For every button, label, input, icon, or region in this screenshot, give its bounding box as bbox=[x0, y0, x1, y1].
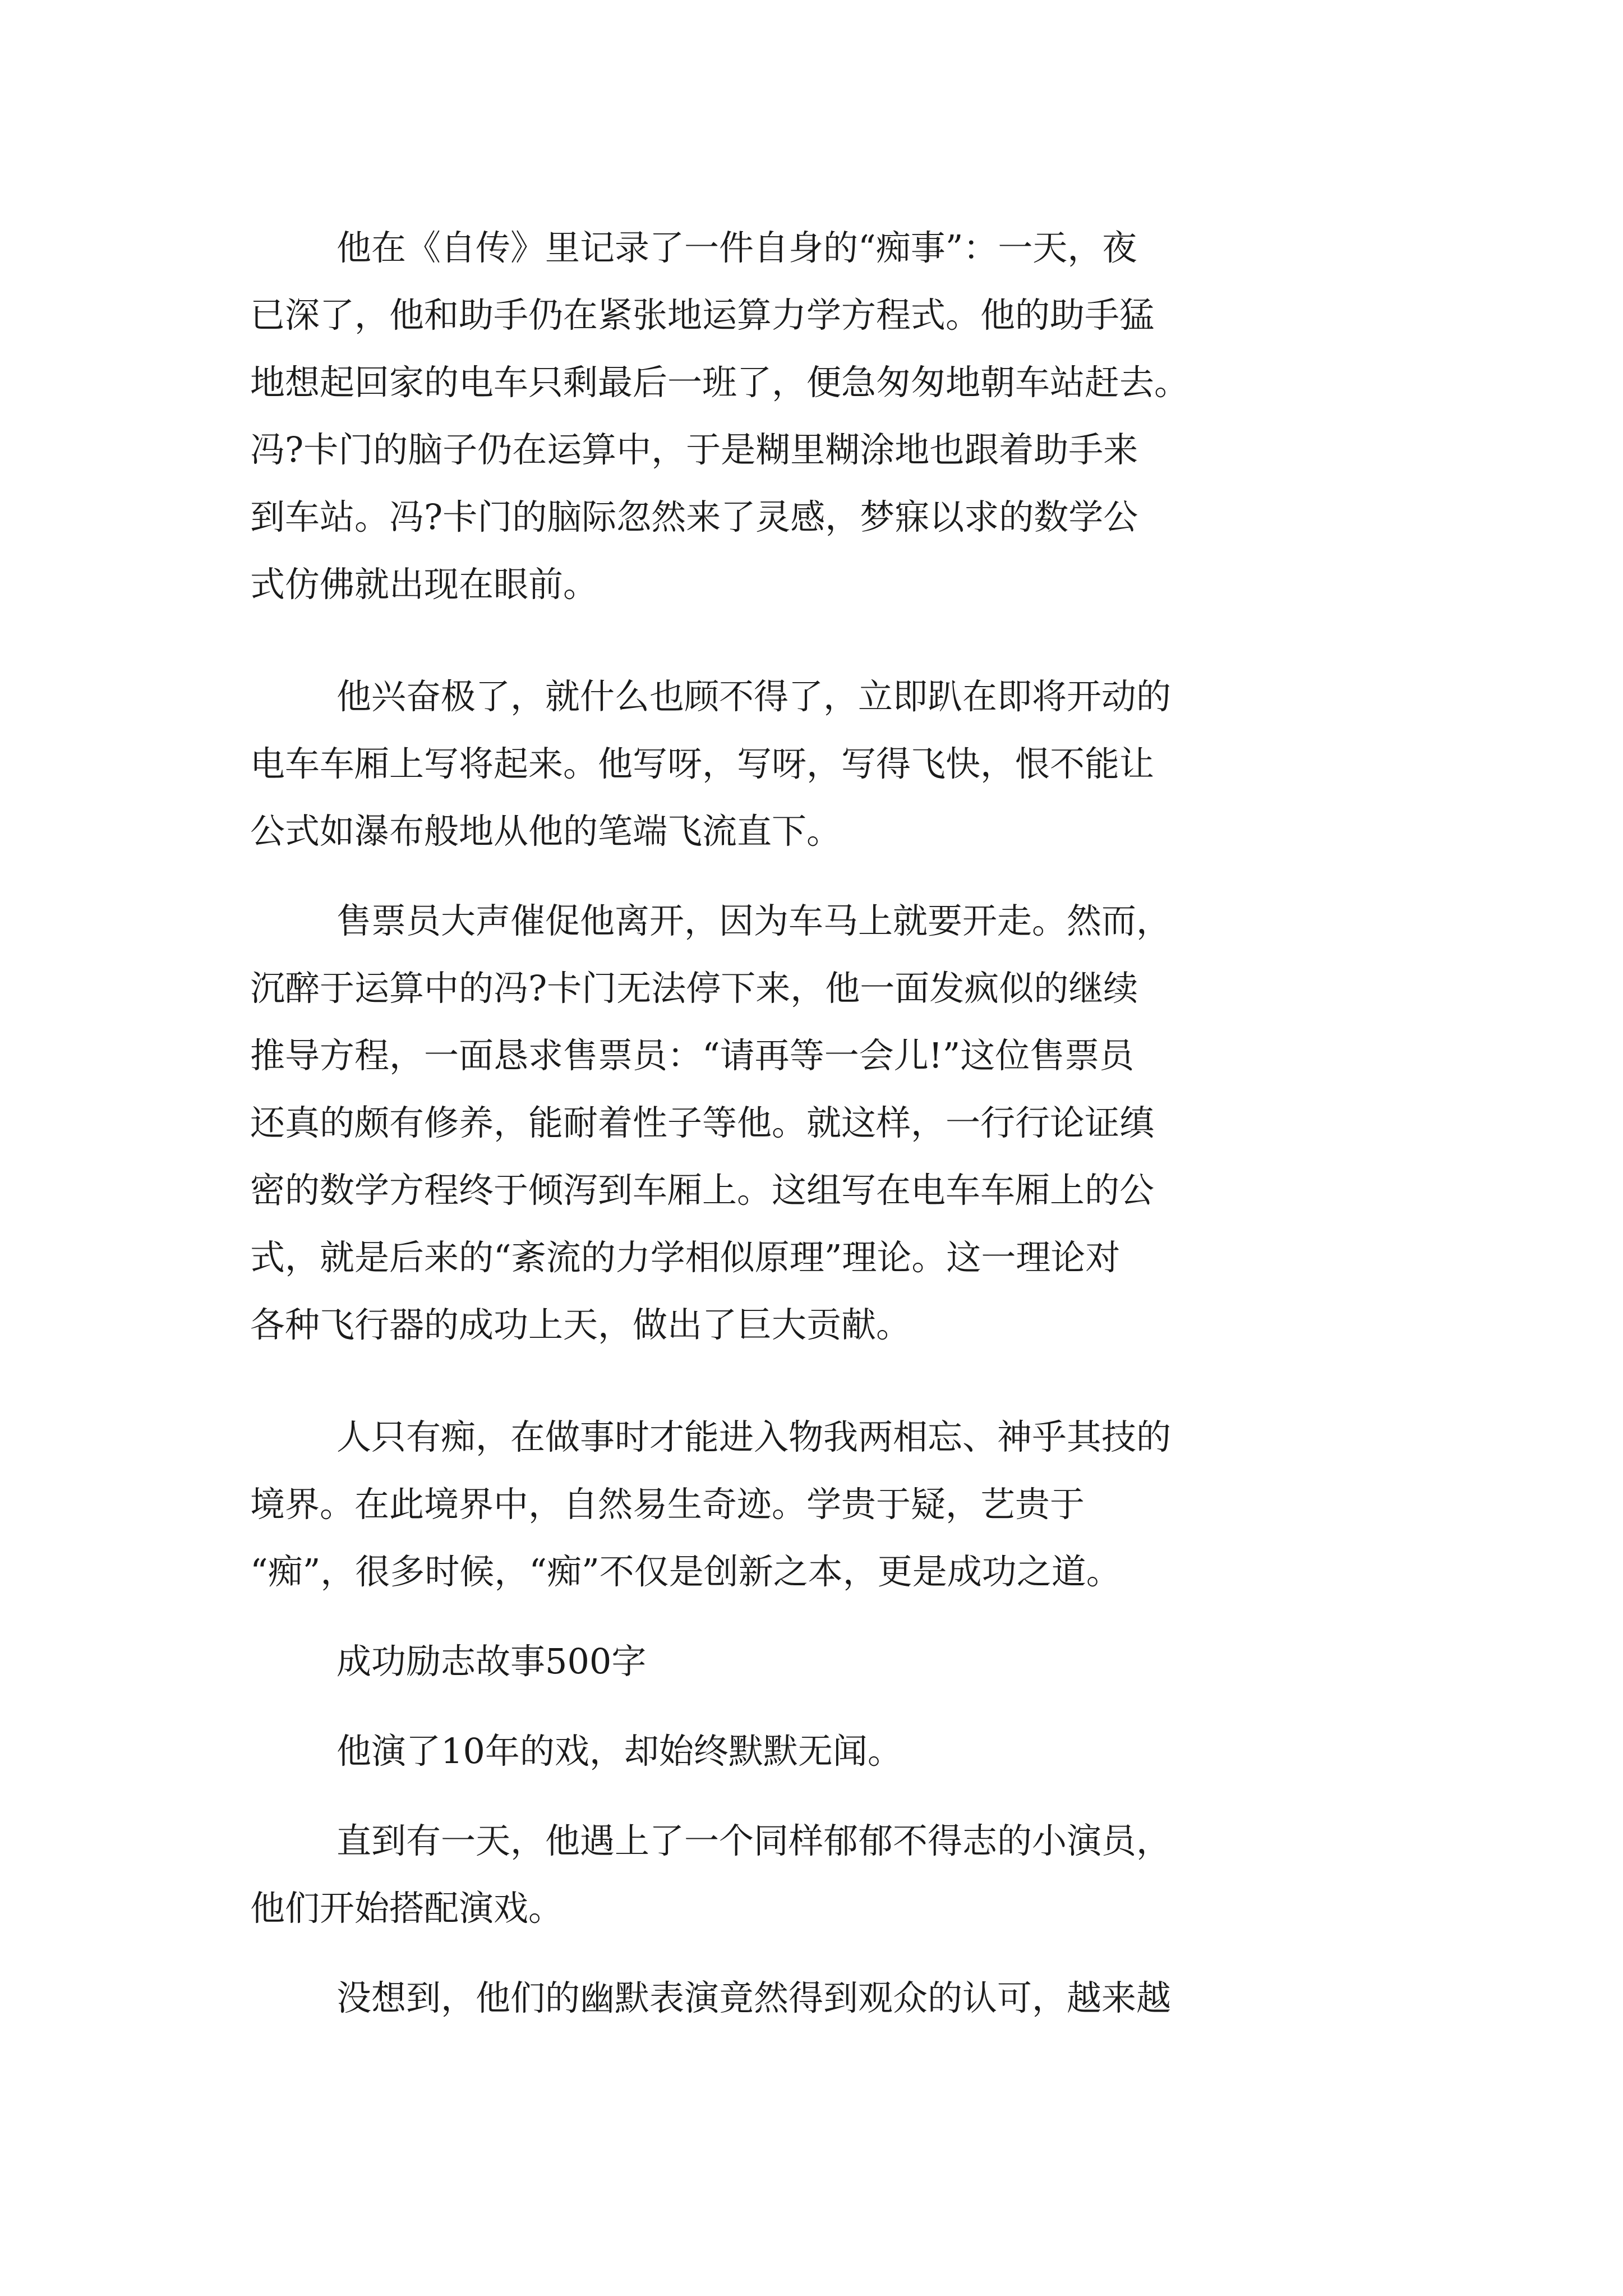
paragraph-line: 各种飞行器的成功上天，做出了巨大贡献。 bbox=[250, 1304, 911, 1345]
section-heading: 成功励志故事500字 bbox=[336, 1641, 647, 1682]
paragraph-line: 他在《自传》里记录了一件自身的“痴事”：一天，夜 bbox=[336, 227, 1137, 268]
paragraph-line: 电车车厢上写将起来。他写呀，写呀，写得飞快，恨不能让 bbox=[250, 743, 1155, 784]
paragraph-line: 他兴奋极了，就什么也顾不得了，立即趴在即将开动的 bbox=[336, 676, 1172, 717]
paragraph-line: 直到有一天，他遇上了一个同样郁郁不得志的小演员， bbox=[336, 1820, 1172, 1861]
paragraph-line: 公式如瀑布般地从他的笔端飞流直下。 bbox=[250, 811, 842, 852]
paragraph-line: 式，就是后来的“紊流的力学相似原理”理论。这一理论对 bbox=[250, 1237, 1121, 1278]
paragraph-line: 已深了，他和助手仍在紧张地运算力学方程式。他的助手猛 bbox=[250, 295, 1155, 335]
paragraph-line: 密的数学方程终于倾泻到车厢上。这组写在电车车厢上的公 bbox=[250, 1170, 1155, 1211]
paragraph-line: 他们开始搭配演戏。 bbox=[250, 1888, 564, 1929]
paragraph-line: 地想起回家的电车只剩最后一班了，便急匆匆地朝车站赶去。 bbox=[250, 362, 1189, 403]
paragraph-line: 售票员大声催促他离开，因为车马上就要开走。然而， bbox=[336, 900, 1172, 941]
paragraph-line: 还真的颇有修养，能耐着性子等他。就这样，一行行论证缜 bbox=[250, 1102, 1155, 1143]
paragraph-line: 没想到，他们的幽默表演竟然得到观众的认可，越来越 bbox=[336, 1977, 1172, 2018]
paragraph-line: 冯?卡门的脑子仍在运算中，于是糊里糊涂地也跟着助手来 bbox=[250, 429, 1138, 470]
paragraph-line: 沉醉于运算中的冯?卡门无法停下来，他一面发疯似的继续 bbox=[250, 968, 1138, 1009]
paragraph-line: 人只有痴，在做事时才能进入物我两相忘、神乎其技的 bbox=[336, 1416, 1172, 1457]
paragraph-line: 式仿佛就出现在眼前。 bbox=[250, 564, 598, 605]
paragraph-line: 到车站。冯?卡门的脑际忽然来了灵感，梦寐以求的数学公 bbox=[250, 496, 1138, 537]
paragraph-line: 推导方程，一面恳求售票员：“请再等一会儿!”这位售票员 bbox=[250, 1035, 1135, 1076]
paragraph-line: 他演了10年的戏，却始终默默无闻。 bbox=[336, 1731, 902, 1772]
paragraph-line: “痴”，很多时候，“痴”不仅是创新之本，更是成功之道。 bbox=[250, 1551, 1121, 1592]
paragraph-line: 境界。在此境界中，自然易生奇迹。学贵于疑，艺贵于 bbox=[250, 1484, 1085, 1525]
